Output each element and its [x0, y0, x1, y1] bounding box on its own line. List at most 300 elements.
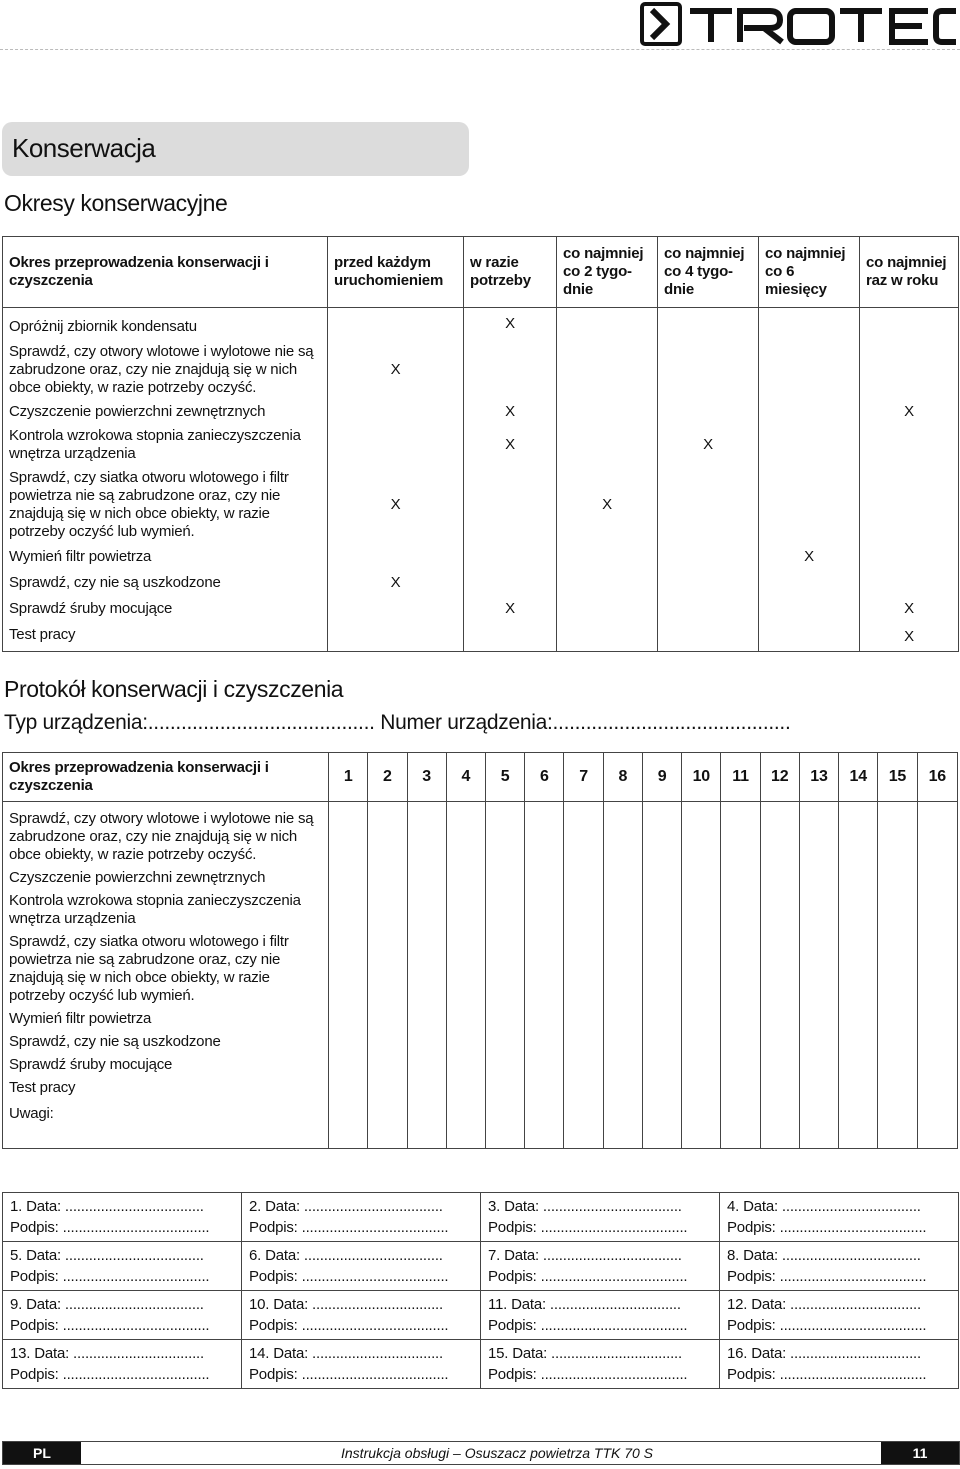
check-cell[interactable]	[603, 802, 642, 868]
check-cell[interactable]	[446, 1054, 485, 1077]
signature-row	[3, 1242, 959, 1291]
check-cell[interactable]	[603, 890, 642, 931]
signature-cell[interactable]	[481, 1340, 720, 1389]
table-row	[3, 931, 958, 1008]
check-cell[interactable]	[485, 1031, 524, 1054]
check-cell[interactable]	[721, 931, 760, 1008]
signature-field: Podpis: .....................................	[727, 1317, 927, 1334]
check-cell[interactable]	[603, 1008, 642, 1031]
table-row	[3, 1008, 958, 1031]
task-cell: Opróżnij zbiornik kondensatu	[3, 308, 328, 341]
check-cell[interactable]	[407, 1054, 446, 1077]
check-cell[interactable]	[760, 802, 799, 868]
check-cell[interactable]	[485, 1054, 524, 1077]
check-cell[interactable]	[603, 1100, 642, 1149]
check-cell[interactable]	[878, 931, 917, 1008]
interval-mark	[328, 308, 464, 341]
signature-field: Podpis: .....................................	[727, 1219, 927, 1236]
table-row	[3, 1077, 958, 1100]
check-cell[interactable]	[917, 931, 957, 1008]
check-cell[interactable]	[368, 890, 407, 931]
task-cell: Kontrola wzrokowa stopnia zanieczyszczenia wnętrza urządzenia	[3, 424, 328, 466]
table-row	[3, 466, 959, 544]
check-cell[interactable]	[721, 1100, 760, 1149]
page-number: 11	[881, 1442, 959, 1464]
task-cell: Sprawdź, czy nie są uszkodzone	[3, 570, 328, 596]
check-cell[interactable]	[485, 1077, 524, 1100]
check-cell[interactable]	[799, 1054, 838, 1077]
check-cell[interactable]	[407, 931, 446, 1008]
check-cell[interactable]	[721, 1054, 760, 1077]
table-row	[3, 1054, 958, 1077]
interval-mark	[658, 544, 759, 570]
column-number: 6	[525, 753, 564, 802]
check-cell[interactable]	[329, 890, 368, 931]
interval-mark	[557, 308, 658, 341]
check-cell[interactable]	[760, 1100, 799, 1149]
table-row	[3, 340, 959, 400]
table-row	[3, 308, 959, 341]
check-cell[interactable]	[446, 1008, 485, 1031]
signature-field: Podpis: .....................................	[488, 1268, 688, 1285]
check-cell[interactable]	[407, 1100, 446, 1149]
check-cell[interactable]	[917, 1077, 957, 1100]
maintenance-intervals-table	[2, 236, 959, 652]
check-cell[interactable]	[839, 802, 878, 868]
check-cell[interactable]	[564, 1008, 603, 1031]
check-cell[interactable]	[878, 867, 917, 890]
interval-mark: X	[464, 308, 557, 341]
check-cell[interactable]	[564, 867, 603, 890]
check-cell[interactable]	[642, 890, 681, 931]
column-header: co najmniej co 4 tygo-dnie	[658, 237, 759, 308]
check-cell[interactable]	[603, 867, 642, 890]
signature-cell[interactable]	[242, 1340, 481, 1389]
check-cell[interactable]	[564, 1100, 603, 1149]
check-cell[interactable]	[721, 802, 760, 868]
check-cell[interactable]	[446, 1077, 485, 1100]
column-number: 2	[368, 753, 407, 802]
signature-cell[interactable]	[242, 1291, 481, 1340]
table-row	[3, 802, 958, 868]
date-field: 10. Data: .................................	[249, 1296, 443, 1313]
check-cell[interactable]	[799, 1031, 838, 1054]
check-cell[interactable]	[839, 931, 878, 1008]
check-cell[interactable]	[485, 890, 524, 931]
interval-mark	[658, 466, 759, 544]
interval-mark	[557, 570, 658, 596]
check-cell[interactable]	[407, 1008, 446, 1031]
check-cell[interactable]	[368, 931, 407, 1008]
column-number: 9	[642, 753, 681, 802]
check-cell[interactable]	[760, 931, 799, 1008]
check-cell[interactable]	[525, 1008, 564, 1031]
check-cell[interactable]	[799, 931, 838, 1008]
check-cell[interactable]	[446, 931, 485, 1008]
date-field: 11. Data: .................................	[488, 1296, 681, 1313]
check-cell[interactable]	[329, 867, 368, 890]
signature-field: Podpis: .....................................	[488, 1366, 688, 1383]
check-cell[interactable]	[839, 1100, 878, 1149]
interval-mark	[860, 340, 959, 400]
check-cell[interactable]	[642, 1100, 681, 1149]
check-cell[interactable]	[525, 867, 564, 890]
table-row	[3, 1100, 958, 1149]
check-cell[interactable]	[878, 802, 917, 868]
check-cell[interactable]	[878, 1054, 917, 1077]
interval-mark	[759, 466, 860, 544]
interval-mark	[557, 622, 658, 652]
table-row	[3, 400, 959, 424]
check-cell[interactable]	[682, 1100, 721, 1149]
check-cell[interactable]	[329, 802, 368, 868]
check-cell[interactable]	[682, 1031, 721, 1054]
table-row	[3, 1031, 958, 1054]
interval-mark	[464, 544, 557, 570]
check-cell[interactable]	[603, 931, 642, 1008]
section-header	[2, 122, 469, 176]
check-cell[interactable]	[760, 1008, 799, 1031]
interval-mark	[328, 596, 464, 622]
check-cell[interactable]	[642, 931, 681, 1008]
check-cell[interactable]	[564, 1077, 603, 1100]
check-cell[interactable]	[917, 890, 957, 931]
signature-row	[3, 1291, 959, 1340]
signature-field: Podpis: .....................................	[488, 1219, 688, 1236]
column-header: co najmniej co 6 miesięcy	[759, 237, 860, 308]
check-cell[interactable]	[603, 1077, 642, 1100]
signature-cell[interactable]	[481, 1291, 720, 1340]
check-cell[interactable]	[525, 1031, 564, 1054]
device-line: Typ urządzenia:......................................... Numer urządzenia:...........................................	[4, 711, 791, 734]
date-field: 4. Data: ...................................	[727, 1198, 921, 1215]
check-cell[interactable]	[564, 1054, 603, 1077]
language-label: PL	[3, 1442, 81, 1464]
signature-field: Podpis: .....................................	[10, 1219, 210, 1236]
check-cell[interactable]	[917, 867, 957, 890]
check-cell[interactable]	[368, 867, 407, 890]
table-row	[3, 544, 959, 570]
signature-field: Podpis: .....................................	[249, 1219, 449, 1236]
signature-cell[interactable]	[720, 1242, 959, 1291]
interval-mark: X	[557, 466, 658, 544]
check-cell[interactable]	[407, 867, 446, 890]
check-cell[interactable]	[799, 867, 838, 890]
interval-mark	[658, 308, 759, 341]
check-cell[interactable]	[799, 1100, 838, 1149]
trotec-logo	[640, 2, 958, 46]
check-cell[interactable]	[682, 890, 721, 931]
check-cell[interactable]	[682, 802, 721, 868]
header-divider	[0, 49, 960, 50]
check-cell[interactable]	[564, 890, 603, 931]
interval-mark	[328, 424, 464, 466]
remarks-label: Uwagi:	[3, 1100, 329, 1149]
check-cell[interactable]	[878, 1031, 917, 1054]
interval-mark: X	[464, 400, 557, 424]
interval-mark	[759, 622, 860, 652]
check-cell[interactable]	[407, 890, 446, 931]
check-cell[interactable]	[642, 802, 681, 868]
check-cell[interactable]	[839, 867, 878, 890]
check-cell[interactable]	[603, 1054, 642, 1077]
table-row	[3, 570, 959, 596]
check-cell[interactable]	[799, 890, 838, 931]
interval-mark	[658, 622, 759, 652]
interval-mark: X	[464, 424, 557, 466]
check-cell[interactable]	[407, 1077, 446, 1100]
date-field: 6. Data: ...................................	[249, 1247, 443, 1264]
interval-mark: X	[860, 596, 959, 622]
column-number: 12	[760, 753, 799, 802]
check-cell[interactable]	[878, 890, 917, 931]
column-header: co najmniej raz w roku	[860, 237, 959, 308]
signature-field: Podpis: .....................................	[249, 1317, 449, 1334]
signature-field: Podpis: .....................................	[10, 1268, 210, 1285]
signature-cell[interactable]	[3, 1193, 242, 1242]
check-cell[interactable]	[878, 1100, 917, 1149]
check-cell[interactable]	[839, 1054, 878, 1077]
interval-mark	[464, 570, 557, 596]
check-cell[interactable]	[721, 1031, 760, 1054]
interval-mark	[759, 596, 860, 622]
signature-cell[interactable]	[3, 1242, 242, 1291]
signature-cell[interactable]	[3, 1291, 242, 1340]
column-number: 11	[721, 753, 760, 802]
task-cell: Sprawdź, czy otwory wlotowe i wylotowe nie są zabrudzone oraz, czy nie znajdują się w nich obce obiekty, w razie potrzeby oczyść.	[3, 802, 329, 868]
check-cell[interactable]	[368, 1100, 407, 1149]
signature-field: Podpis: .....................................	[727, 1366, 927, 1383]
check-cell[interactable]	[682, 1008, 721, 1031]
check-cell[interactable]	[329, 1054, 368, 1077]
check-cell[interactable]	[525, 890, 564, 931]
check-cell[interactable]	[485, 1008, 524, 1031]
signature-cell[interactable]	[481, 1193, 720, 1242]
check-cell[interactable]	[564, 931, 603, 1008]
task-cell: Sprawdź śruby mocujące	[3, 1054, 329, 1077]
column-number: 1	[329, 753, 368, 802]
check-cell[interactable]	[682, 867, 721, 890]
date-field: 1. Data: ...................................	[10, 1198, 204, 1215]
interval-mark: X	[759, 544, 860, 570]
task-cell: Sprawdź, czy otwory wlotowe i wylotowe nie są zabrudzone oraz, czy nie znajdują się w nich obce obiekty, w razie potrzeby oczyść.	[3, 340, 328, 400]
task-cell: Kontrola wzrokowa stopnia zanieczyszczenia wnętrza urządzenia	[3, 890, 329, 931]
signature-field: Podpis: .....................................	[488, 1317, 688, 1334]
signature-field: Podpis: .....................................	[10, 1317, 210, 1334]
interval-mark	[860, 308, 959, 341]
document-title: Instrukcja obsługi – Osuszacz powietrza TTK 70 S	[341, 1445, 654, 1461]
check-cell[interactable]	[642, 1077, 681, 1100]
check-cell[interactable]	[839, 1031, 878, 1054]
signature-cell[interactable]	[242, 1193, 481, 1242]
check-cell[interactable]	[329, 1031, 368, 1054]
signature-cell[interactable]	[481, 1242, 720, 1291]
check-cell[interactable]	[485, 1100, 524, 1149]
check-cell[interactable]	[917, 1031, 957, 1054]
column-number: 13	[799, 753, 838, 802]
check-cell[interactable]	[799, 1077, 838, 1100]
date-field: 13. Data: .................................	[10, 1345, 204, 1362]
interval-mark	[557, 544, 658, 570]
check-cell[interactable]	[407, 802, 446, 868]
check-cell[interactable]	[329, 1100, 368, 1149]
column-number: 7	[564, 753, 603, 802]
section-title: Konserwacja	[12, 133, 156, 163]
check-cell[interactable]	[642, 867, 681, 890]
check-cell[interactable]	[721, 867, 760, 890]
check-cell[interactable]	[799, 1008, 838, 1031]
check-cell[interactable]	[603, 1031, 642, 1054]
interval-mark: X	[328, 570, 464, 596]
protocol-title: Protokół konserwacji i czyszczenia	[4, 676, 344, 702]
table-row	[3, 867, 958, 890]
check-cell[interactable]	[642, 1031, 681, 1054]
signature-field: Podpis: .....................................	[249, 1366, 449, 1383]
task-cell: Sprawdź śruby mocujące	[3, 596, 328, 622]
interval-mark: X	[328, 340, 464, 400]
check-cell[interactable]	[329, 931, 368, 1008]
check-cell[interactable]	[368, 802, 407, 868]
interval-mark	[860, 570, 959, 596]
task-cell: Sprawdź, czy nie są uszkodzone	[3, 1031, 329, 1054]
date-field: 16. Data: .................................	[727, 1345, 921, 1362]
check-cell[interactable]	[917, 1008, 957, 1031]
check-cell[interactable]	[642, 1054, 681, 1077]
interval-mark	[557, 340, 658, 400]
signature-cell[interactable]	[720, 1340, 959, 1389]
check-cell[interactable]	[564, 1031, 603, 1054]
signature-cell[interactable]	[720, 1291, 959, 1340]
check-cell[interactable]	[760, 1031, 799, 1054]
check-cell[interactable]	[760, 1077, 799, 1100]
interval-mark	[557, 424, 658, 466]
column-number: 14	[839, 753, 878, 802]
interval-mark: X	[464, 596, 557, 622]
check-cell[interactable]	[329, 1077, 368, 1100]
signature-cell[interactable]	[242, 1242, 481, 1291]
table-row	[3, 622, 959, 652]
check-cell[interactable]	[485, 802, 524, 868]
check-cell[interactable]	[368, 1031, 407, 1054]
check-cell[interactable]	[839, 1008, 878, 1031]
check-cell[interactable]	[878, 1008, 917, 1031]
page-footer	[2, 1441, 960, 1465]
check-cell[interactable]	[368, 1077, 407, 1100]
check-cell[interactable]	[525, 1054, 564, 1077]
table-row	[3, 890, 958, 931]
check-cell[interactable]	[682, 931, 721, 1008]
check-cell[interactable]	[799, 802, 838, 868]
table-row	[3, 424, 959, 466]
column-number: 3	[407, 753, 446, 802]
check-cell[interactable]	[525, 1100, 564, 1149]
task-cell: Wymień filtr powietrza	[3, 544, 328, 570]
check-cell[interactable]	[446, 802, 485, 868]
check-cell[interactable]	[917, 802, 957, 868]
check-cell[interactable]	[760, 890, 799, 931]
interval-mark	[759, 308, 860, 341]
table-header-row	[3, 237, 959, 308]
interval-mark: X	[328, 466, 464, 544]
column-number: 4	[446, 753, 485, 802]
interval-mark: X	[658, 424, 759, 466]
date-field: 5. Data: ...................................	[10, 1247, 204, 1264]
date-field: 8. Data: ...................................	[727, 1247, 921, 1264]
table-header-row	[3, 753, 958, 802]
signature-cell[interactable]	[720, 1193, 959, 1242]
check-cell[interactable]	[368, 1054, 407, 1077]
maintenance-protocol-table	[2, 752, 958, 1149]
check-cell[interactable]	[760, 867, 799, 890]
signature-cell[interactable]	[3, 1340, 242, 1389]
check-cell[interactable]	[329, 1008, 368, 1031]
check-cell[interactable]	[446, 1100, 485, 1149]
check-cell[interactable]	[525, 802, 564, 868]
check-cell[interactable]	[525, 931, 564, 1008]
check-cell[interactable]	[485, 867, 524, 890]
check-cell[interactable]	[368, 1008, 407, 1031]
check-cell[interactable]	[760, 1054, 799, 1077]
check-cell[interactable]	[446, 1031, 485, 1054]
signature-row	[3, 1340, 959, 1389]
interval-mark	[759, 400, 860, 424]
check-cell[interactable]	[917, 1100, 957, 1149]
interval-mark	[658, 596, 759, 622]
date-field: 9. Data: ...................................	[10, 1296, 204, 1313]
date-field: 15. Data: .................................	[488, 1345, 682, 1362]
signature-field: Podpis: .....................................	[727, 1268, 927, 1285]
interval-mark	[759, 340, 860, 400]
interval-mark	[464, 622, 557, 652]
interval-mark: X	[860, 622, 959, 652]
interval-mark: X	[860, 400, 959, 424]
interval-mark	[860, 424, 959, 466]
check-cell[interactable]	[564, 802, 603, 868]
check-cell[interactable]	[485, 931, 524, 1008]
check-cell[interactable]	[682, 1054, 721, 1077]
check-cell[interactable]	[917, 1054, 957, 1077]
check-cell[interactable]	[839, 1077, 878, 1100]
column-number: 5	[485, 753, 524, 802]
check-cell[interactable]	[446, 890, 485, 931]
signature-field: Podpis: .....................................	[249, 1268, 449, 1285]
column-number: 16	[917, 753, 957, 802]
check-cell[interactable]	[525, 1077, 564, 1100]
subsection-title: Okresy konserwacyjne	[4, 190, 228, 216]
check-cell[interactable]	[446, 867, 485, 890]
signature-table	[2, 1192, 959, 1389]
interval-mark	[464, 340, 557, 400]
column-header: przed każdym uruchomieniem	[328, 237, 464, 308]
svg-text:TROTEC: TROTEC	[640, 2, 645, 3]
check-cell[interactable]	[407, 1031, 446, 1054]
interval-mark	[759, 570, 860, 596]
interval-mark	[328, 622, 464, 652]
check-cell[interactable]	[721, 890, 760, 931]
interval-mark	[860, 466, 959, 544]
check-cell[interactable]	[878, 1077, 917, 1100]
check-cell[interactable]	[682, 1077, 721, 1100]
check-cell[interactable]	[721, 1008, 760, 1031]
column-number: 8	[603, 753, 642, 802]
check-cell[interactable]	[839, 890, 878, 931]
check-cell[interactable]	[721, 1077, 760, 1100]
column-header: co najmniej co 2 tygo-dnie	[557, 237, 658, 308]
interval-mark	[328, 400, 464, 424]
check-cell[interactable]	[642, 1008, 681, 1031]
date-field: 2. Data: ...................................	[249, 1198, 443, 1215]
date-field: 7. Data: ...................................	[488, 1247, 682, 1264]
